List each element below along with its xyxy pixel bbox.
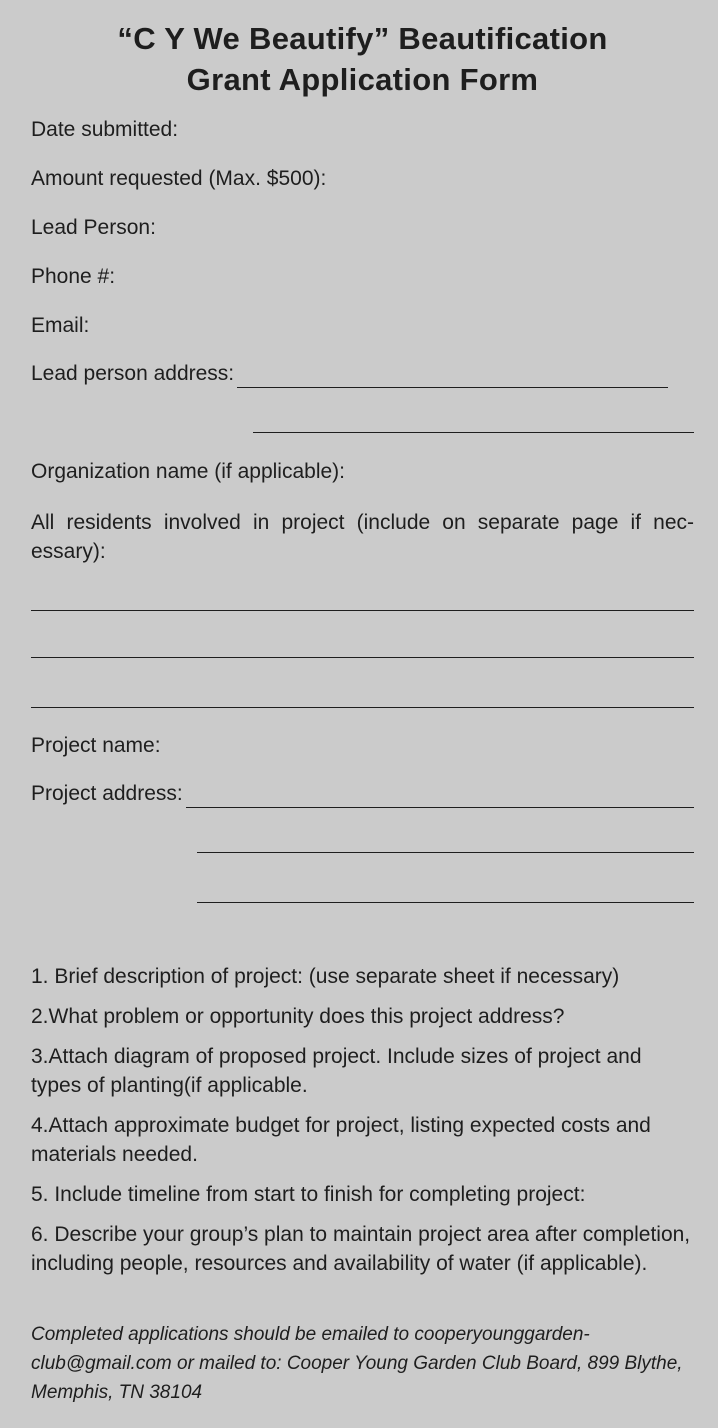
question-5: 5. Include timeline from start to finish for completing project: <box>31 1183 586 1206</box>
project-address-blank-2[interactable] <box>197 852 694 853</box>
question-1: 1. Brief description of project: (use separate sheet if necessary) <box>31 965 620 988</box>
form-title <box>31 0 694 100</box>
organization-name-field[interactable] <box>31 458 694 486</box>
date-submitted-label: Date submitted: <box>31 118 179 141</box>
all-residents-field[interactable] <box>31 508 694 566</box>
project-name-label: Project name: <box>31 734 161 757</box>
organization-name-label: Organization name (if applicable): <box>31 460 345 483</box>
project-questions <box>31 962 694 1289</box>
submission-instructions: Completed applications should be emailed to cooperyounggarden-club@gmail.com or mailed to: Cooper Young Garden Club Board, 899 Blythe, Memphis, TN 38104 <box>31 1324 683 1403</box>
lead-person-address-blank-1[interactable] <box>237 365 668 388</box>
lead-person-address-blank-2[interactable] <box>253 432 694 433</box>
question-3: 3.Attach diagram of proposed project. Include sizes of project and types of planting(if applicable. <box>31 1045 642 1097</box>
phone-label: Phone #: <box>31 265 116 288</box>
amount-requested-field[interactable] <box>31 165 694 193</box>
project-name-field[interactable] <box>31 732 694 760</box>
project-address-label: Project address: <box>31 782 183 805</box>
project-address-field[interactable] <box>31 780 694 808</box>
date-submitted-field[interactable] <box>31 116 694 144</box>
project-address-blank-3[interactable] <box>197 902 694 903</box>
project-address-blank-1[interactable] <box>186 785 694 808</box>
question-6: 6. Describe your group’s plan to maintain project area after completion, including people, resources and availability of water (if applicable). <box>31 1223 691 1275</box>
lead-person-address-label: Lead person address: <box>31 362 235 385</box>
form-title-line-2: Grant Application Form <box>186 62 539 97</box>
residents-blank-1[interactable] <box>31 610 694 611</box>
residents-blank-3[interactable] <box>31 707 694 708</box>
question-4: 4.Attach approximate budget for project, listing expected costs and materials needed. <box>31 1114 651 1166</box>
email-label: Email: <box>31 314 90 337</box>
form-title-line-1: “C Y We Beautify” Beautification <box>117 21 608 56</box>
lead-person-address-field[interactable] <box>31 360 668 388</box>
residents-blank-2[interactable] <box>31 657 694 658</box>
phone-field[interactable] <box>31 263 694 291</box>
question-2: 2.What problem or opportunity does this project address? <box>31 1005 565 1028</box>
lead-person-label: Lead Person: <box>31 216 156 239</box>
amount-requested-label: Amount requested (Max. $500): <box>31 167 327 190</box>
lead-person-field[interactable] <box>31 214 694 242</box>
all-residents-label: All residents involved in project (include on separate page if nec-essary): <box>31 511 694 563</box>
email-field[interactable] <box>31 312 694 340</box>
